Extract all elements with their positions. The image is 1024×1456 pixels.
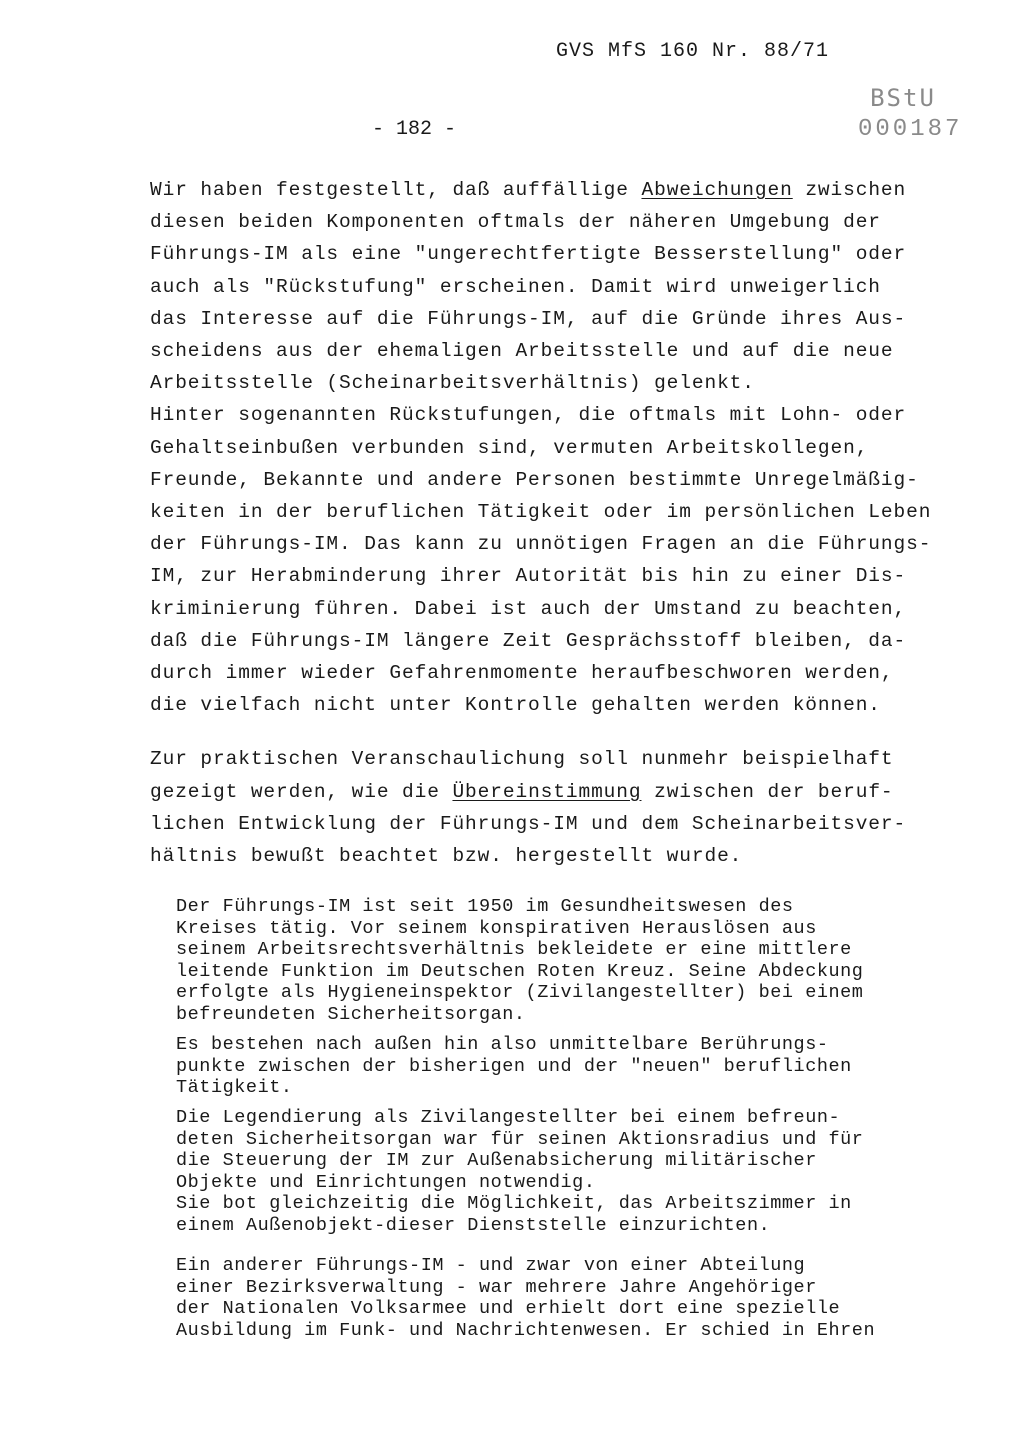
text-line: auch als "Rückstufung" erscheinen. Damit wird unweigerlich — [150, 275, 881, 298]
text-line: der Nationalen Volksarmee und erhielt dort eine spezielle — [176, 1298, 841, 1319]
text-line: Ein anderer Führungs-IM - und zwar von einer Abteilung — [176, 1255, 806, 1276]
document-reference: GVS MfS 160 Nr. 88/71 — [556, 40, 830, 63]
underlined-word: Übereinstimmung — [452, 780, 642, 803]
text-line: kriminierung führen. Dabei ist auch der Umstand zu beachten, — [150, 597, 907, 620]
text-line: Der Führungs-IM ist seit 1950 im Gesundheitswesen des — [176, 896, 794, 917]
text-line: Arbeitsstelle (Scheinarbeitsverhältnis) gelenkt. — [150, 372, 755, 395]
text-line: Die Legendierung als Zivilangestellter bei einem befreun- — [176, 1107, 841, 1128]
archive-stamp-logo: BStU — [870, 84, 936, 112]
text-line: Objekte und Einrichtungen notwendig. — [176, 1171, 596, 1193]
archive-stamp-number: 000187 — [858, 116, 963, 143]
text-line: der Führungs-IM. Das kann zu unnötigen Fragen an die Führungs- — [150, 533, 932, 556]
text-line: diesen beiden Komponenten oftmals der näheren Umgebung der — [150, 211, 881, 234]
text-line: Gehaltseinbußen verbunden sind, vermuten Arbeitskollegen, — [150, 436, 869, 459]
archive-stamp — [858, 84, 963, 143]
text-line: Hinter sogenannten Rückstufungen, die oftmals mit Lohn- oder — [150, 404, 907, 427]
text-line: durch immer wieder Gefahrenmomente heraufbeschworen werden, — [150, 662, 894, 685]
text-line: scheidens aus der ehemaligen Arbeitsstelle und auf die neue — [150, 340, 894, 363]
example-paragraph-2 — [176, 1034, 976, 1099]
text-line: seinem Arbeitsrechtsverhältnis bekleidete er eine mittlere — [176, 939, 852, 960]
text-line: IM, zur Herabminderung ihrer Autorität bis hin zu einer Dis- — [150, 565, 907, 588]
text-line: deten Sicherheitsorgan war für seinen Aktionsradius und für — [176, 1128, 864, 1150]
text-line: Es bestehen nach außen hin also unmittelbare Berührungs- — [176, 1034, 829, 1055]
example-paragraph-3 — [176, 1107, 976, 1236]
text-line: daß die Führungs-IM längere Zeit Gesprächsstoff bleiben, da- — [150, 629, 907, 652]
text-line: lichen Entwicklung der Führungs-IM und dem Scheinarbeitsver- — [150, 812, 907, 835]
main-text — [150, 174, 965, 872]
example-paragraph-4 — [176, 1255, 976, 1341]
text-line: die vielfach nicht unter Kontrolle gehalten werden können. — [150, 694, 881, 717]
text-line: Sie bot gleichzeitig die Möglichkeit, das Arbeitszimmer in — [176, 1193, 852, 1214]
text-line: keiten in der beruflichen Tätigkeit oder im persönlichen Leben — [150, 501, 932, 524]
text-line: erfolgte als Hygieneinspektor (Zivilangestellter) bei einem — [176, 982, 864, 1003]
text-line: leitende Funktion im Deutschen Roten Kreuz. Seine Abdeckung — [176, 960, 864, 982]
text-line: befreundeten Sicherheitsorgan. — [176, 1003, 526, 1025]
text-line: Freunde, Bekannte und andere Personen bestimmte Unregelmäßig- — [150, 468, 919, 491]
text-line: hältnis bewußt beachtet bzw. hergestellt wurde. — [150, 845, 743, 868]
text-line: Führungs-IM als eine "ungerechtfertigte Besserstellung" oder — [150, 243, 907, 266]
page-number: - 182 - — [372, 118, 457, 141]
text-line: gezeigt werden, wie die Übereinstimmung zwischen der beruf- — [150, 780, 894, 803]
text-line: das Interesse auf die Führungs-IM, auf die Gründe ihres Aus- — [150, 307, 907, 330]
text-line: Wir haben festgestellt, daß auffällige Abweichungen zwischen — [150, 179, 907, 201]
text-line: einem Außenobjekt-dieser Dienststelle einzurichten. — [176, 1214, 771, 1236]
text-line: punkte zwischen der bisherigen und der "neuen" beruflichen — [176, 1055, 852, 1077]
underlined-word: Abweichungen — [641, 179, 793, 201]
example-paragraph-1 — [176, 896, 976, 1025]
text-line: Kreises tätig. Vor seinem konspirativen Herauslösen aus — [176, 917, 817, 939]
text-line: die Steuerung der IM zur Außenabsicherung militärischer — [176, 1150, 817, 1171]
text-line: Ausbildung im Funk- und Nachrichtenwesen. Er schied in Ehren — [176, 1319, 876, 1341]
text-line: Tätigkeit. — [176, 1077, 293, 1098]
text-line: einer Bezirksverwaltung - war mehrere Jahre Angehöriger — [176, 1276, 817, 1298]
text-line: Zur praktischen Veranschaulichung soll nunmehr beispielhaft — [150, 748, 894, 771]
